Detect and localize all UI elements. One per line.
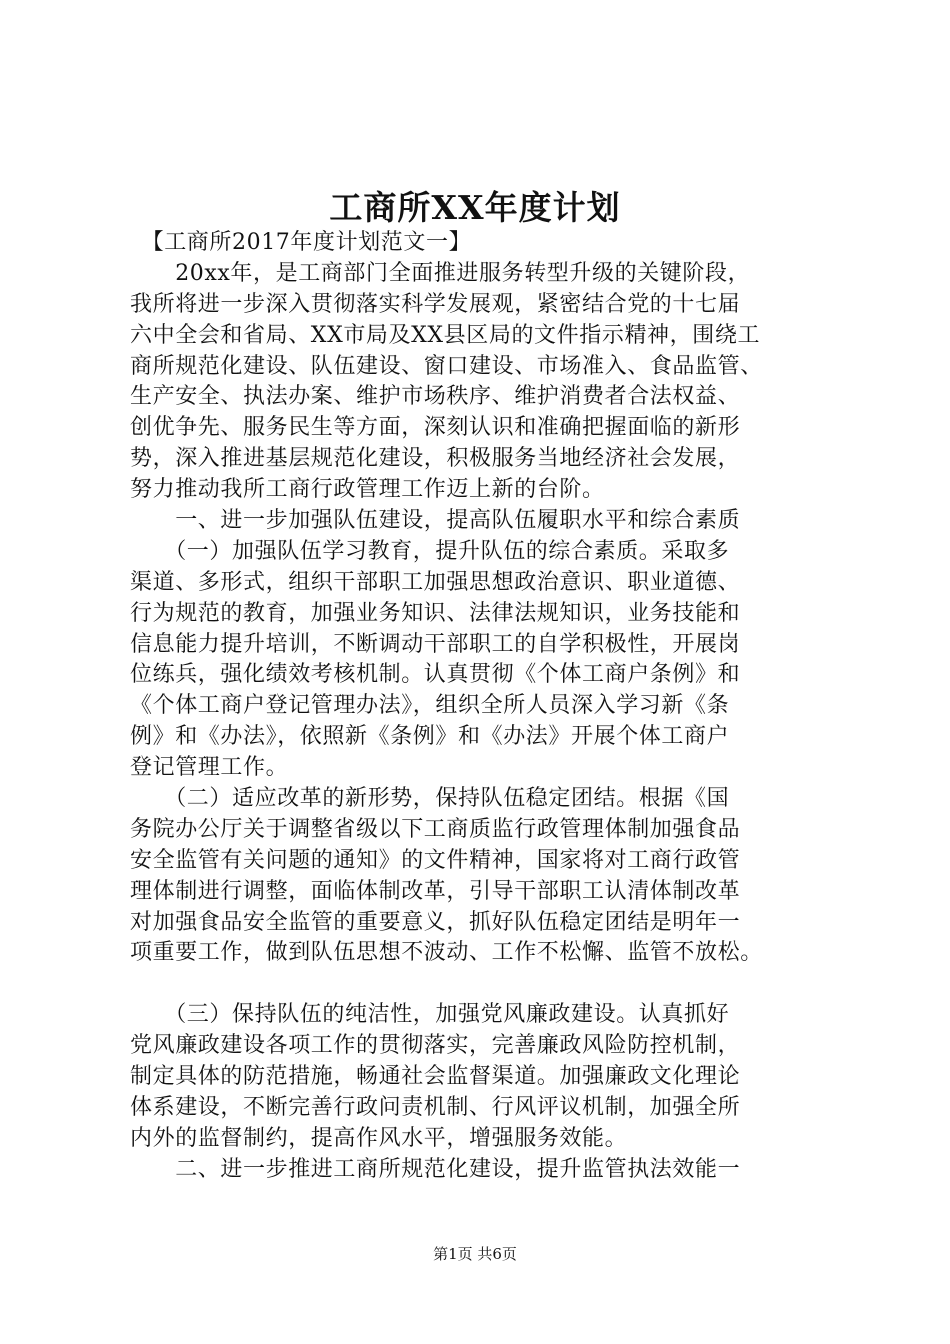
text-line: 体系建设，不断完善行政问责机制、行风评议机制，加强全所 [130, 1094, 741, 1120]
text-line: 渠道、多形式，组织干部职工加强思想政治意识、职业道德、 [130, 569, 741, 595]
text-line: 理体制进行调整，面临体制改革，引导干部职工认清体制改革 [130, 878, 741, 904]
text-line: 党风廉政建设各项工作的贯彻落实，完善廉政风险防控机制， [130, 1033, 741, 1059]
text-line: 信息能力提升培训，不断调动干部职工的自学积极性，开展岗 [130, 631, 741, 657]
text-line: 行为规范的教育，加强业务知识、法律法规知识，业务技能和 [130, 600, 741, 626]
page-footer: 第1页 共6页 [433, 1245, 517, 1263]
text-line: 20xx年，是工商部门全面推进服务转型升级的关键阶段， [130, 260, 751, 286]
text-line: 生产安全、执法办案、维护市场秩序、维护消费者合法权益、 [130, 384, 741, 410]
text-line: 务院办公厅关于调整省级以下工商质监行政管理体制加强食品 [130, 816, 741, 842]
document-body [130, 228, 850, 1186]
text-line: 势，深入推进基层规范化建设，积极服务当地经济社会发展， [130, 446, 741, 472]
text-line: 制定具体的防范措施，畅通社会监督渠道。加强廉政文化理论 [130, 1064, 741, 1090]
text-line: 【工商所2017年度计划范文一】 [130, 230, 472, 255]
text-line: 例》和《办法》，依照新《条例》和《办法》开展个体工商户 [130, 724, 730, 750]
text-line: 登记管理工作。 [130, 755, 289, 781]
text-line: 创优争先、服务民生等方面，深刻认识和准确把握面临的新形 [130, 415, 741, 441]
text-line: 安全监管有关问题的通知》的文件精神，国家将对工商行政管 [130, 847, 741, 873]
text-line: 二、进一步推进工商所规范化建设，提升监管执法效能一 [130, 1156, 741, 1182]
text-line: 努力推动我所工商行政管理工作迈上新的台阶。 [130, 477, 605, 503]
text-line: 商所规范化建设、队伍建设、窗口建设、市场准入、食品监管、 [130, 353, 763, 379]
text-line: 位练兵，强化绩效考核机制。认真贯彻《个体工商户条例》和 [130, 662, 741, 688]
document-title: 工商所XX年度计划 [329, 188, 621, 227]
text-line: （一）加强队伍学习教育，提升队伍的综合素质。采取多 [130, 538, 730, 564]
text-line: 六中全会和省局、XX市局及XX县区局的文件指示精神，围绕工 [130, 322, 761, 348]
text-line: 一、进一步加强队伍建设，提高队伍履职水平和综合素质 [130, 508, 741, 534]
text-line: 对加强食品安全监管的重要意义，抓好队伍稳定团结是明年一 [130, 909, 741, 935]
text-line: 《个体工商户登记管理办法》，组织全所人员深入学习新《条 [130, 693, 730, 719]
text-line: 项重要工作，做到队伍思想不波动、工作不松懈、监管不放松。 [130, 940, 763, 966]
text-line: 我所将进一步深入贯彻落实科学发展观，紧密结合党的十七届 [130, 291, 741, 317]
text-line: （二）适应改革的新形势，保持队伍稳定团结。根据《国 [130, 786, 730, 812]
blank-line [130, 969, 850, 1000]
text-line: 内外的监督制约，提高作风水平，增强服务效能。 [130, 1125, 628, 1151]
text-line: （三）保持队伍的纯洁性，加强党风廉政建设。认真抓好 [130, 1002, 730, 1028]
